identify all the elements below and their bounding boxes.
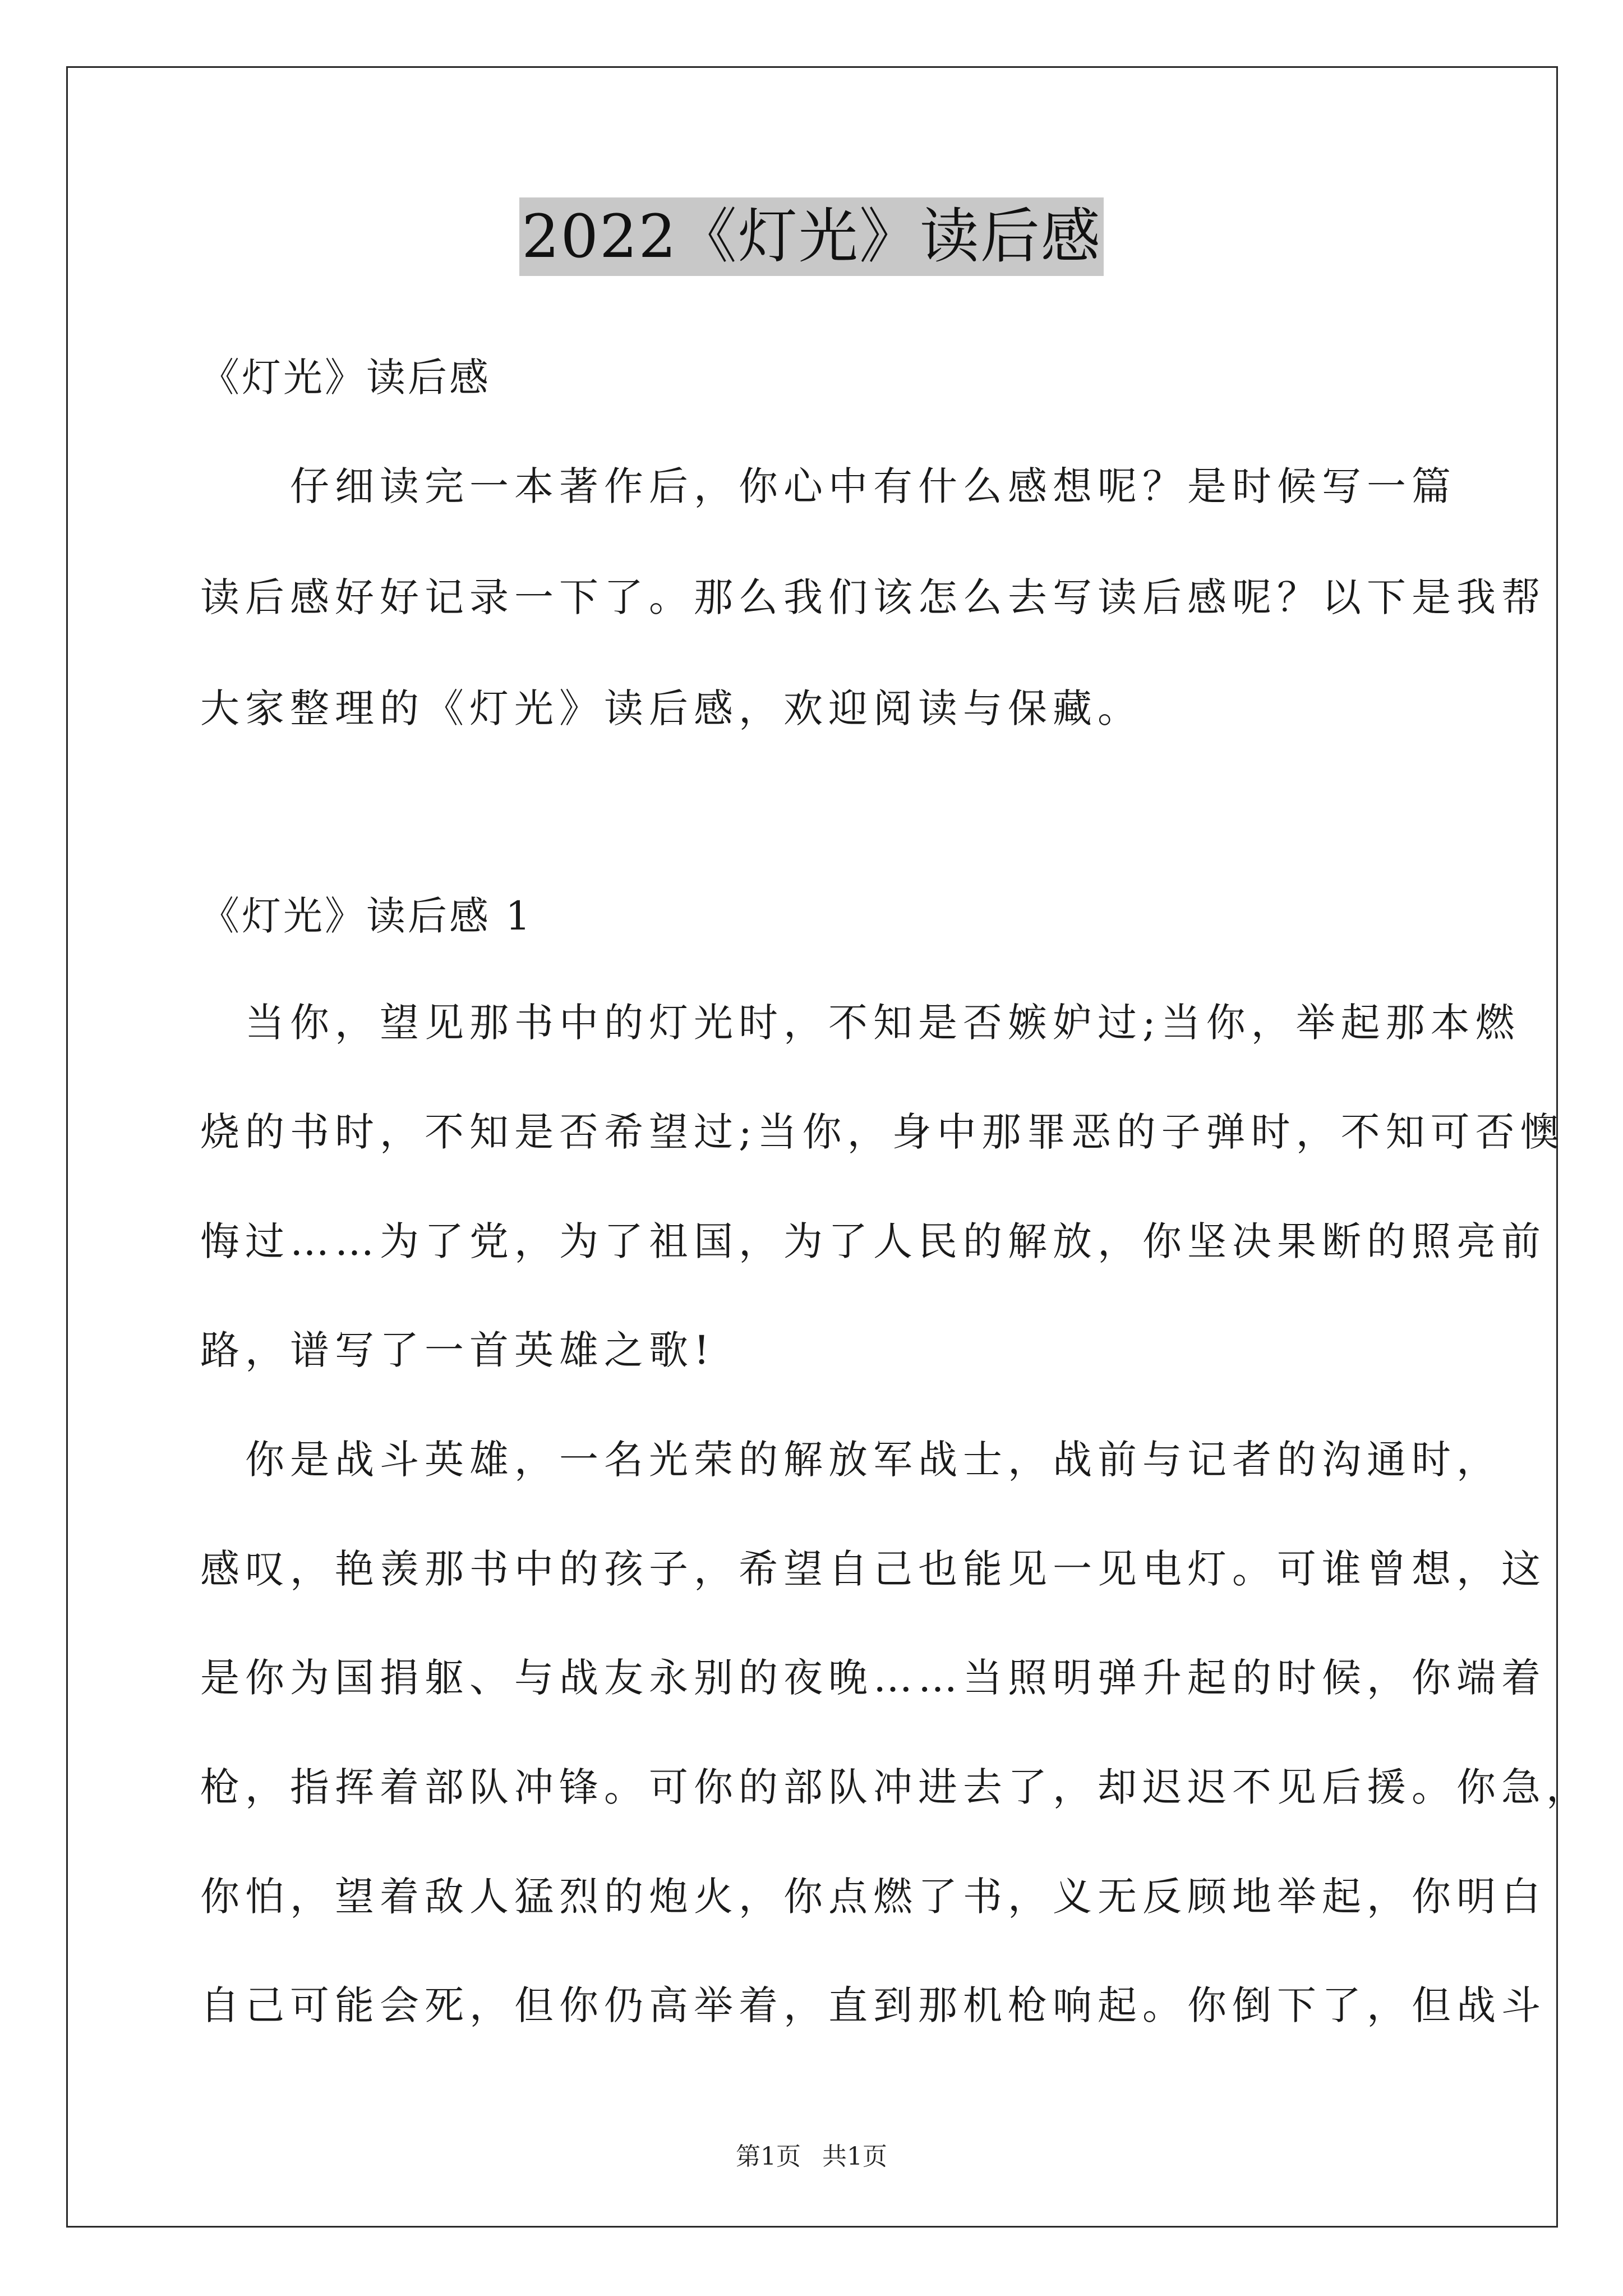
paragraph-line: 烧的书时，不知是否希望过;当你，身中那罪恶的子弹时，不知可否懊: [200, 1109, 1565, 1155]
page-number: 第1页: [736, 2142, 801, 2171]
paragraph-line: 是你为国捐躯、与战友永别的夜晚……当照明弹升起的时候，你端着: [200, 1655, 1546, 1701]
paragraph-line: 感叹，艳羡那书中的孩子，希望自己也能见一见电灯。可谁曾想，这: [200, 1546, 1546, 1592]
section-heading: 《灯光》读后感 1: [200, 893, 533, 939]
intro-line: 读后感好好记录一下了。那么我们该怎么去写读后感呢？以下是我帮: [200, 574, 1546, 620]
paragraph-line: 路，谱写了一首英雄之歌!: [200, 1327, 716, 1373]
page-total: 共1页: [822, 2142, 887, 2171]
intro-line: 大家整理的《灯光》读后感，欢迎阅读与保藏。: [200, 685, 1142, 731]
page-footer: [0, 2140, 1623, 2174]
paragraph-line: 枪，指挥着部队冲锋。可你的部队冲进去了，却迟迟不见后援。你急，: [200, 1764, 1591, 1810]
title-wrapper: [0, 197, 1623, 276]
paragraph-line: 当你，望见那书中的灯光时，不知是否嫉妒过;当你，举起那本燃: [200, 1000, 1520, 1046]
document-title: 2022《灯光》读后感: [519, 197, 1104, 276]
paragraph-line: 悔过……为了党，为了祖国，为了人民的解放，你坚决果断的照亮前: [200, 1218, 1546, 1264]
paragraph-line: 自己可能会死，但你仍高举着，直到那机枪响起。你倒下了，但战斗: [200, 1982, 1546, 2028]
document-subtitle: 《灯光》读后感: [200, 355, 491, 401]
intro-line: 仔细读完一本著作后，你心中有什么感想呢？是时候写一篇: [200, 463, 1456, 509]
paragraph-line: 你是战斗英雄，一名光荣的解放军战士，战前与记者的沟通时，: [200, 1437, 1501, 1483]
paragraph-line: 你怕，望着敌人猛烈的炮火，你点燃了书，义无反顾地举起，你明白: [200, 1874, 1546, 1920]
